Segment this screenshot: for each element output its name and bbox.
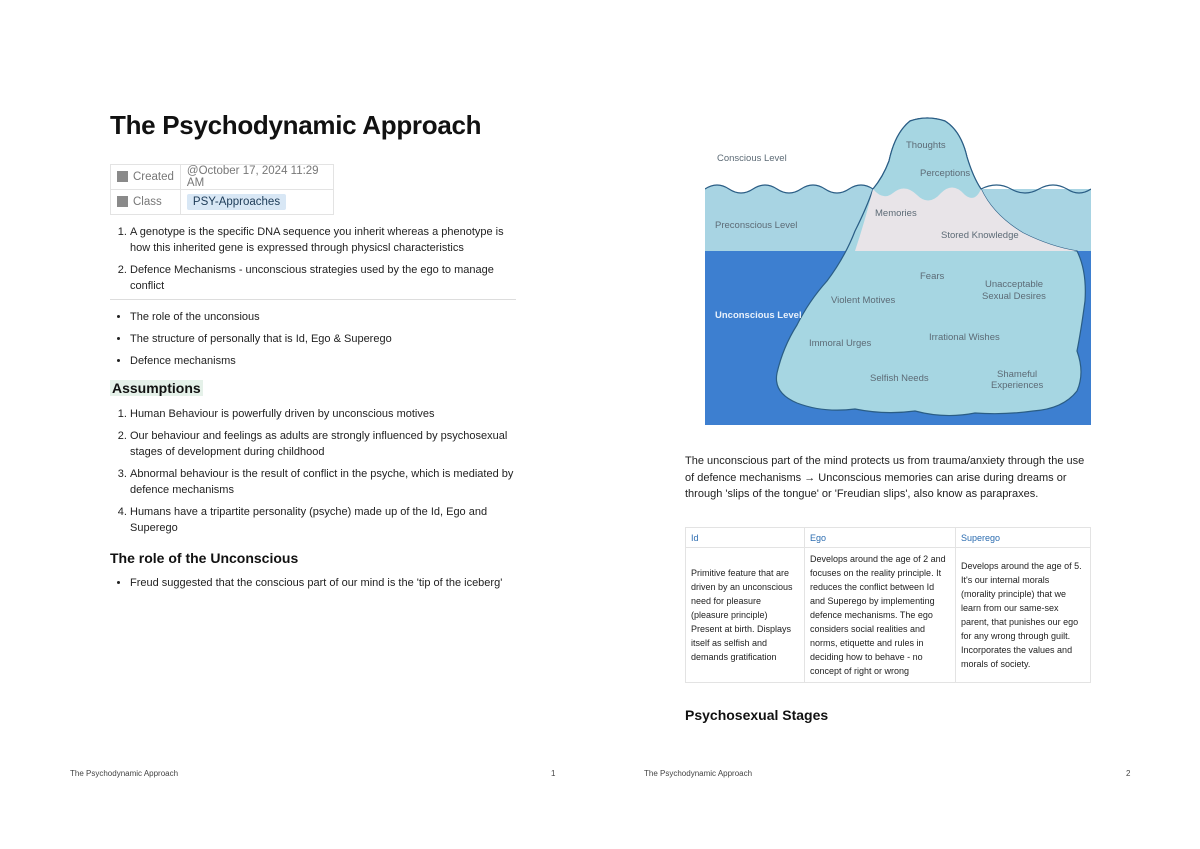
list-item: • The role of the unconsious — [130, 309, 520, 325]
preconscious-level-label: Preconscious Level — [715, 220, 798, 231]
table-header-row — [686, 528, 1091, 548]
page-2 — [600, 0, 1190, 849]
thoughts-label: Thoughts — [906, 140, 946, 151]
table-cell-ego: Develops around the age of 2 and focuses on the reality principle. It reduces the conflict between Id and Superego by implementing defence mechanisms. The ego considers social realities and norms, etiquette and rules in deciding how to behave - no concept of right or wrong — [805, 548, 956, 683]
property-row-created — [111, 165, 334, 190]
list-item: • Freud suggested that the conscious part of our mind is the 'tip of the iceberg' — [130, 575, 520, 591]
irrational-wishes-label: Irrational Wishes — [929, 332, 1000, 343]
page-1 — [0, 0, 590, 849]
properties-table — [110, 164, 334, 215]
list-item: 2. Our behaviour and feelings as adults are strongly influenced by psychosexual stages of development during childhood — [130, 428, 520, 460]
perceptions-label: Perceptions — [920, 168, 971, 179]
list-item: • Defence mechanisms — [130, 353, 520, 369]
property-value-created: @October 17, 2024 11:29 AM — [180, 165, 333, 190]
unconscious-level-label: Unconscious Level — [715, 310, 802, 321]
fears-label: Fears — [920, 271, 945, 282]
list-icon — [117, 171, 128, 182]
unconscious-paragraph: The unconscious part of the mind protects us from trauma/anxiety through the use of defence mechanisms → Unconscious memories can arise during dreams or through 'slips of the tongue' or 'Freudian slips', also know as parapraxes. — [685, 455, 1085, 500]
assumptions-heading — [110, 380, 203, 396]
stored-knowledge-label: Stored Knowledge — [941, 230, 1019, 241]
page-number: 1 — [551, 769, 556, 778]
table-header: Id — [686, 528, 805, 548]
page-title: The Psychodynamic Approach — [110, 110, 482, 140]
conscious-level-label: Conscious Level — [717, 153, 787, 164]
list-item: 3. Abnormal behaviour is the result of conflict in the psyche, which is mediated by defence mechanisms — [130, 466, 520, 498]
property-row-class — [111, 190, 334, 215]
property-key-label: Created — [133, 171, 174, 183]
table-header: Superego — [956, 528, 1091, 548]
sexual-desires-label: Sexual Desires — [982, 291, 1046, 302]
selfish-needs-label: Selfish Needs — [870, 373, 929, 384]
assumptions-list — [110, 406, 520, 542]
experiences-label: Experiences — [991, 380, 1044, 391]
shameful-label: Shameful — [997, 369, 1038, 380]
assumptions-heading-text: Assumptions — [112, 380, 201, 396]
memories-label: Memories — [875, 208, 917, 219]
list-item: 2. Defence Mechanisms - unconscious strategies used by the ego to manage conflict — [130, 262, 520, 294]
table-header: Ego — [805, 528, 956, 548]
immoral-urges-label: Immoral Urges — [809, 338, 872, 349]
psychosexual-heading: Psychosexual Stages — [685, 707, 829, 723]
unacceptable-label: Unacceptable — [985, 279, 1044, 290]
class-tag[interactable]: PSY-Approaches — [187, 194, 286, 210]
id-ego-superego-table — [685, 527, 1091, 683]
page-number: 2 — [1126, 769, 1131, 778]
property-key-class — [111, 190, 181, 215]
unconscious-list — [110, 575, 520, 597]
divider — [110, 299, 516, 300]
table-cell-id: Primitive feature that are driven by an unconscious need for pleasure (pleasure principle) Present at birth. Displays itself as selfish and demands gratification — [686, 548, 805, 683]
violent-motives-label: Violent Motives — [831, 295, 896, 306]
list-icon — [117, 196, 128, 207]
footer-title: The Psychodynamic Approach — [644, 769, 753, 778]
topics-list — [110, 309, 520, 375]
table-cell-superego: Develops around the age of 5. It's our internal morals (morality principle) that we learn from our same-sex parent, that punishes our ego for any wrong through guilt. Incorporates the values and morals of society. — [956, 548, 1091, 683]
list-item: • The structure of personally that is Id, Ego & Superego — [130, 331, 520, 347]
list-item: 1. A genotype is the specific DNA sequence you inherit whereas a phenotype is how this inherited gene is expressed through physicsl characteristics — [130, 224, 520, 256]
table-row — [686, 548, 1091, 683]
unconscious-heading: The role of the Unconscious — [110, 550, 299, 566]
property-key-label: Class — [133, 196, 162, 208]
property-key-created — [111, 165, 181, 190]
definitions-list — [110, 224, 520, 300]
property-value-class — [180, 190, 333, 215]
list-item: 1. Human Behaviour is powerfully driven by unconscious motives — [130, 406, 520, 422]
iceberg-diagram — [705, 111, 1091, 425]
footer-title: The Psychodynamic Approach — [70, 769, 179, 778]
list-item: 4. Humans have a tripartite personality (psyche) made up of the Id, Ego and Superego — [130, 504, 520, 536]
